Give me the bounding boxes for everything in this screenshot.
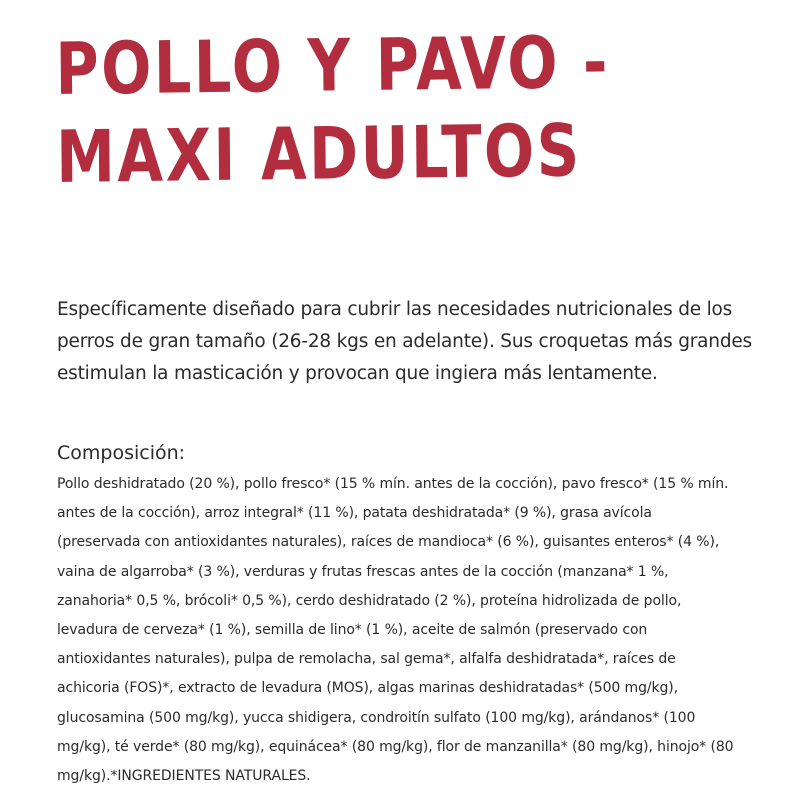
- composition-text-block: [57, 470, 737, 791]
- composition-heading: Composición:: [57, 442, 186, 464]
- natural-ingredients-note: *INGREDIENTES NATURALES.: [110, 768, 311, 785]
- product-title: [55, 17, 647, 201]
- composition-ingredients: Pollo deshidratado (20 %), pollo fresco* (15 % mín. antes de la cocción), pavo fresco* (15 % mín. antes de la cocción), arroz integral* (11 %), patata deshidratada* (9 %), grasa avícola (preservada con antioxidantes naturales), raíces de mandioca* (6 %), guisantes enteros* (4 %), vaina de algarroba* (3 %), verduras y frutas frescas antes de la cocción (manzana* 1 %, zanahoria* 0,5 %, brócoli* 0,5 %), cerdo deshidratado (2 %), proteína hidrolizada de pollo, levadura de cerveza* (1 %), semilla de lino* (1 %), aceite de salmón (preservado con antioxidantes naturales), pulpa de remolacha, sal gema*, alfalfa deshidratada*, raíces de achicoria (FOS)*, extracto de levadura (MOS), algas marinas deshidratadas* (500 mg/kg), glucosamina (500 mg/kg), yucca shidigera, condroitín sulfato (100 mg/kg), arándanos* (100 mg/kg), té verde* (80 mg/kg), equinácea* (80 mg/kg), flor de manzanilla* (80 mg/kg), hinojo* (80 mg/kg).: [57, 476, 734, 785]
- product-description: Específicamente diseñado para cubrir las necesidades nutricionales de los perros de gran tamaño (26-28 kgs en adelante). Sus croquetas más grandes estimulan la masticación y provocan que ingiera más lentamente.: [57, 299, 752, 384]
- product-title-line-1: POLLO Y PAVO -: [55, 19, 611, 111]
- product-title-line-2: MAXI ADULTOS: [55, 108, 582, 199]
